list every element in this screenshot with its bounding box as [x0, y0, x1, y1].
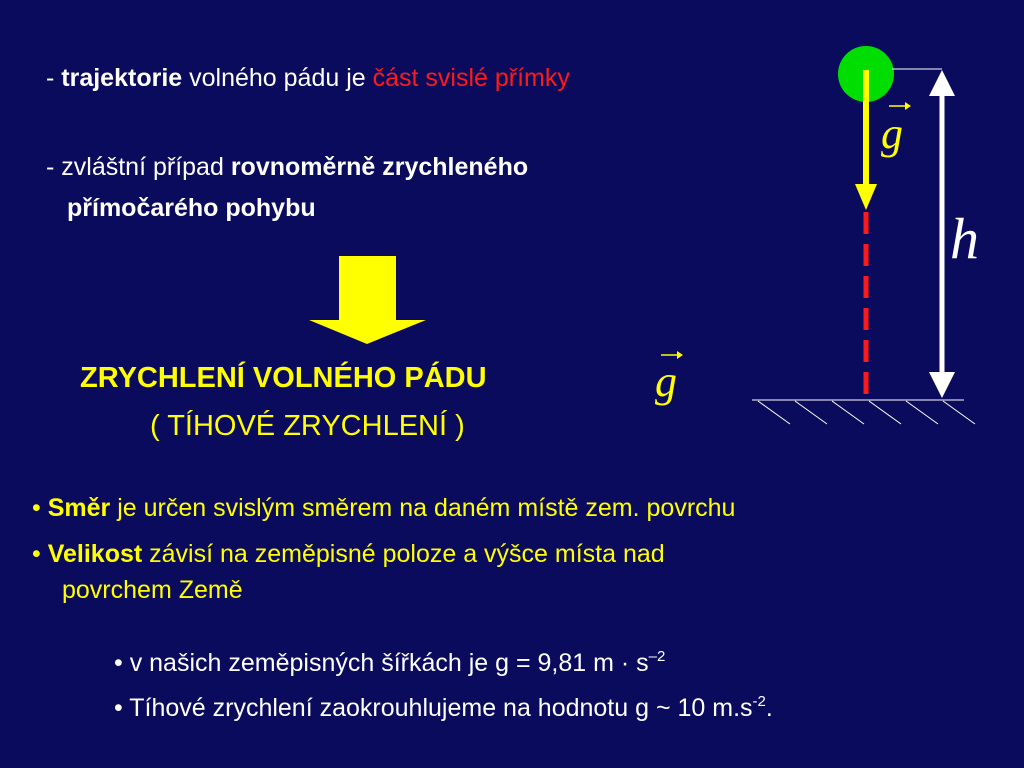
bullet-magnitude: [32, 540, 665, 569]
bullet-g-value: [114, 648, 665, 678]
dash: -: [46, 64, 62, 92]
special-case-bold: rovnoměrně zrychleného: [230, 153, 529, 181]
bullet-magnitude-cont: povrchem Země: [62, 576, 243, 604]
g-vector-label: g: [881, 109, 903, 158]
vector-arrow-icon: [661, 102, 911, 359]
bullet-g-rounding-text: • Tíhové zrychlení zaokrouhlujeme na hodnotu g ~ 10 m.s: [114, 694, 753, 722]
title-g-vector: g: [655, 357, 677, 406]
page-subtitle: ( TÍHOVÉ ZRYCHLENÍ ): [150, 410, 465, 442]
bullet-g-rounding-end: .: [765, 694, 773, 722]
bullet-direction: [32, 494, 735, 523]
bullet-g-value-text: • v našich zeměpisných šířkách je g = 9,81 m · s: [114, 649, 649, 677]
bullet-mark: •: [32, 540, 48, 568]
bullet-g-value-exp: –2: [648, 648, 666, 665]
special-case-line-cont: přímočarého pohybu: [67, 194, 316, 222]
trajectory-text: volného pádu je: [182, 64, 373, 92]
bullet-mark: •: [32, 494, 48, 522]
bullet-magnitude-text: závisí na zeměpisné poloze a výšce místa nad: [142, 540, 665, 568]
height-label: h: [950, 206, 979, 271]
bullet-magnitude-term: Velikost: [47, 540, 143, 568]
ground-hatching: [758, 401, 975, 424]
bullet-direction-text: je určen svislým směrem na daném místě zem. povrchu: [110, 494, 736, 522]
down-arrow-icon: [309, 256, 426, 344]
g-vector-arrowhead: [855, 184, 877, 210]
bullet-g-rounding-exp: -2: [752, 693, 766, 710]
bullet-direction-term: Směr: [47, 494, 111, 522]
special-case-text: - zvláštní případ: [46, 153, 231, 181]
trajectory-highlight: část svislé přímky: [372, 64, 570, 92]
trajectory-term: trajektorie: [61, 64, 183, 92]
bullet-g-rounding: [114, 693, 773, 723]
height-arrow-bottom: [929, 372, 955, 398]
page-title: ZRYCHLENÍ VOLNÉHO PÁDU: [80, 362, 487, 394]
height-arrow-top: [929, 70, 955, 96]
